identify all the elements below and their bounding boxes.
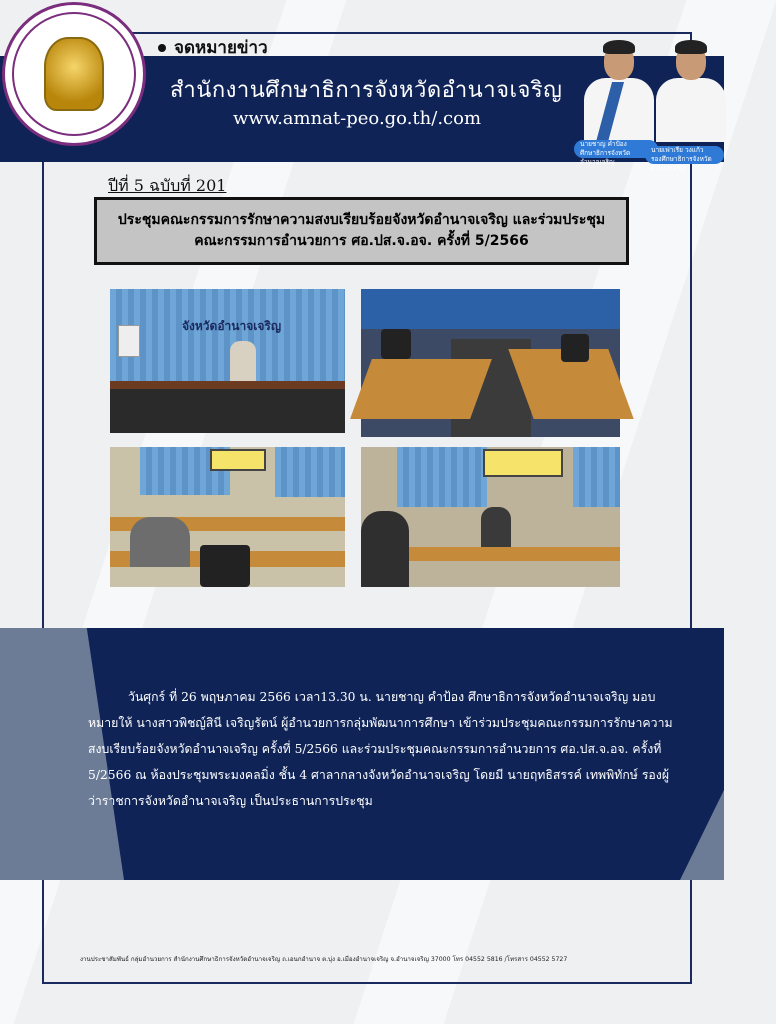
news-title [94,197,629,265]
news-body-text [88,684,678,814]
official-2-role: รองศึกษาธิการจังหวัดอำนาจเจริญ [651,155,712,172]
meeting-photo-4 [361,447,620,587]
news-title-text: ประชุมคณะกรรมการรักษาความสงบเรียบร้อยจังหวัดอำนาจเจริญ และร่วมประชุม คณะกรรมการอำนวยการ ศอ.ปส.จ.อจ. ครั้งที่ 5/2566 [117,212,606,249]
office-name: สำนักงานศึกษาธิการจังหวัดอำนาจเจริญ [170,78,563,103]
emblem-icon [44,37,104,111]
official-1-name: นายชาญ คำป้อง [580,140,627,148]
meeting-photo-3 [110,447,345,587]
website-link[interactable]: www.amnat-peo.go.th/.com [233,108,482,129]
official-1-role: ศึกษาธิการจังหวัดอำนาจเจริญ [580,149,631,166]
meeting-photo-2 [361,289,620,437]
newsletter-label [158,34,268,61]
news-body-content: วันศุกร์ ที่ 26 พฤษภาคม 2566 เวลา13.30 น. นายชาญ คำป้อง ศึกษาธิการจังหวัดอำนาจเจริญ มอบหมายให้ นางสาวพิชญ์สินี เจริญรัตน์ ผู้อำนวยการกลุ่มพัฒนาการศึกษา เข้าร่วมประชุมคณะกรรมการรักษาความสงบเรียบร้อยจังหวัดอำนาจเจริญ ครั้งที่ 5/2566 และร่วมประชุมคณะกรรมการอำนวยการ ศอ.ปส.จ.อจ. ครั้งที่ 5/2566 ณ ห้องประชุมพระมงคลมิ่ง ชั้น 4 ศาลากลางจังหวัดอำนาจเจริญ โดยมี นายฤทธิสรรค์ เทพพิทักษ์ รองผู้ว่าราชการจังหวัดอำนาจเจริญ เป็นประธานการประชุม [88,690,673,808]
meeting-photo-1 [110,289,345,433]
footer-contact: งานประชาสัมพันธ์ กลุ่มอำนวยการ สำนักงานศึกษาธิการจังหวัดอำนาจเจริญ ถ.เอนกอำนาจ ต.บุ่ง อ.เมืองอำนาจเจริญ จ.อำนาจเจริญ 37000 โทร 04552 5816 /โทรสาร 04552 5727 [80,956,568,963]
issue-number: ปีที่ 5 ฉบับที่ 201 [108,176,227,195]
official-2-name: นายเฟาเรีย วงแก้ว [651,146,704,154]
photo-sign-text: จังหวัดอำนาจเจริญ [182,319,282,333]
logo-ring [12,12,136,136]
official-2-caption [645,146,724,172]
newsletter-label-text: จดหมายข่าว [174,38,268,58]
office-logo [2,2,146,146]
official-photo-1 [584,38,654,142]
bullet-icon [158,44,166,52]
official-photo-2 [656,38,726,142]
